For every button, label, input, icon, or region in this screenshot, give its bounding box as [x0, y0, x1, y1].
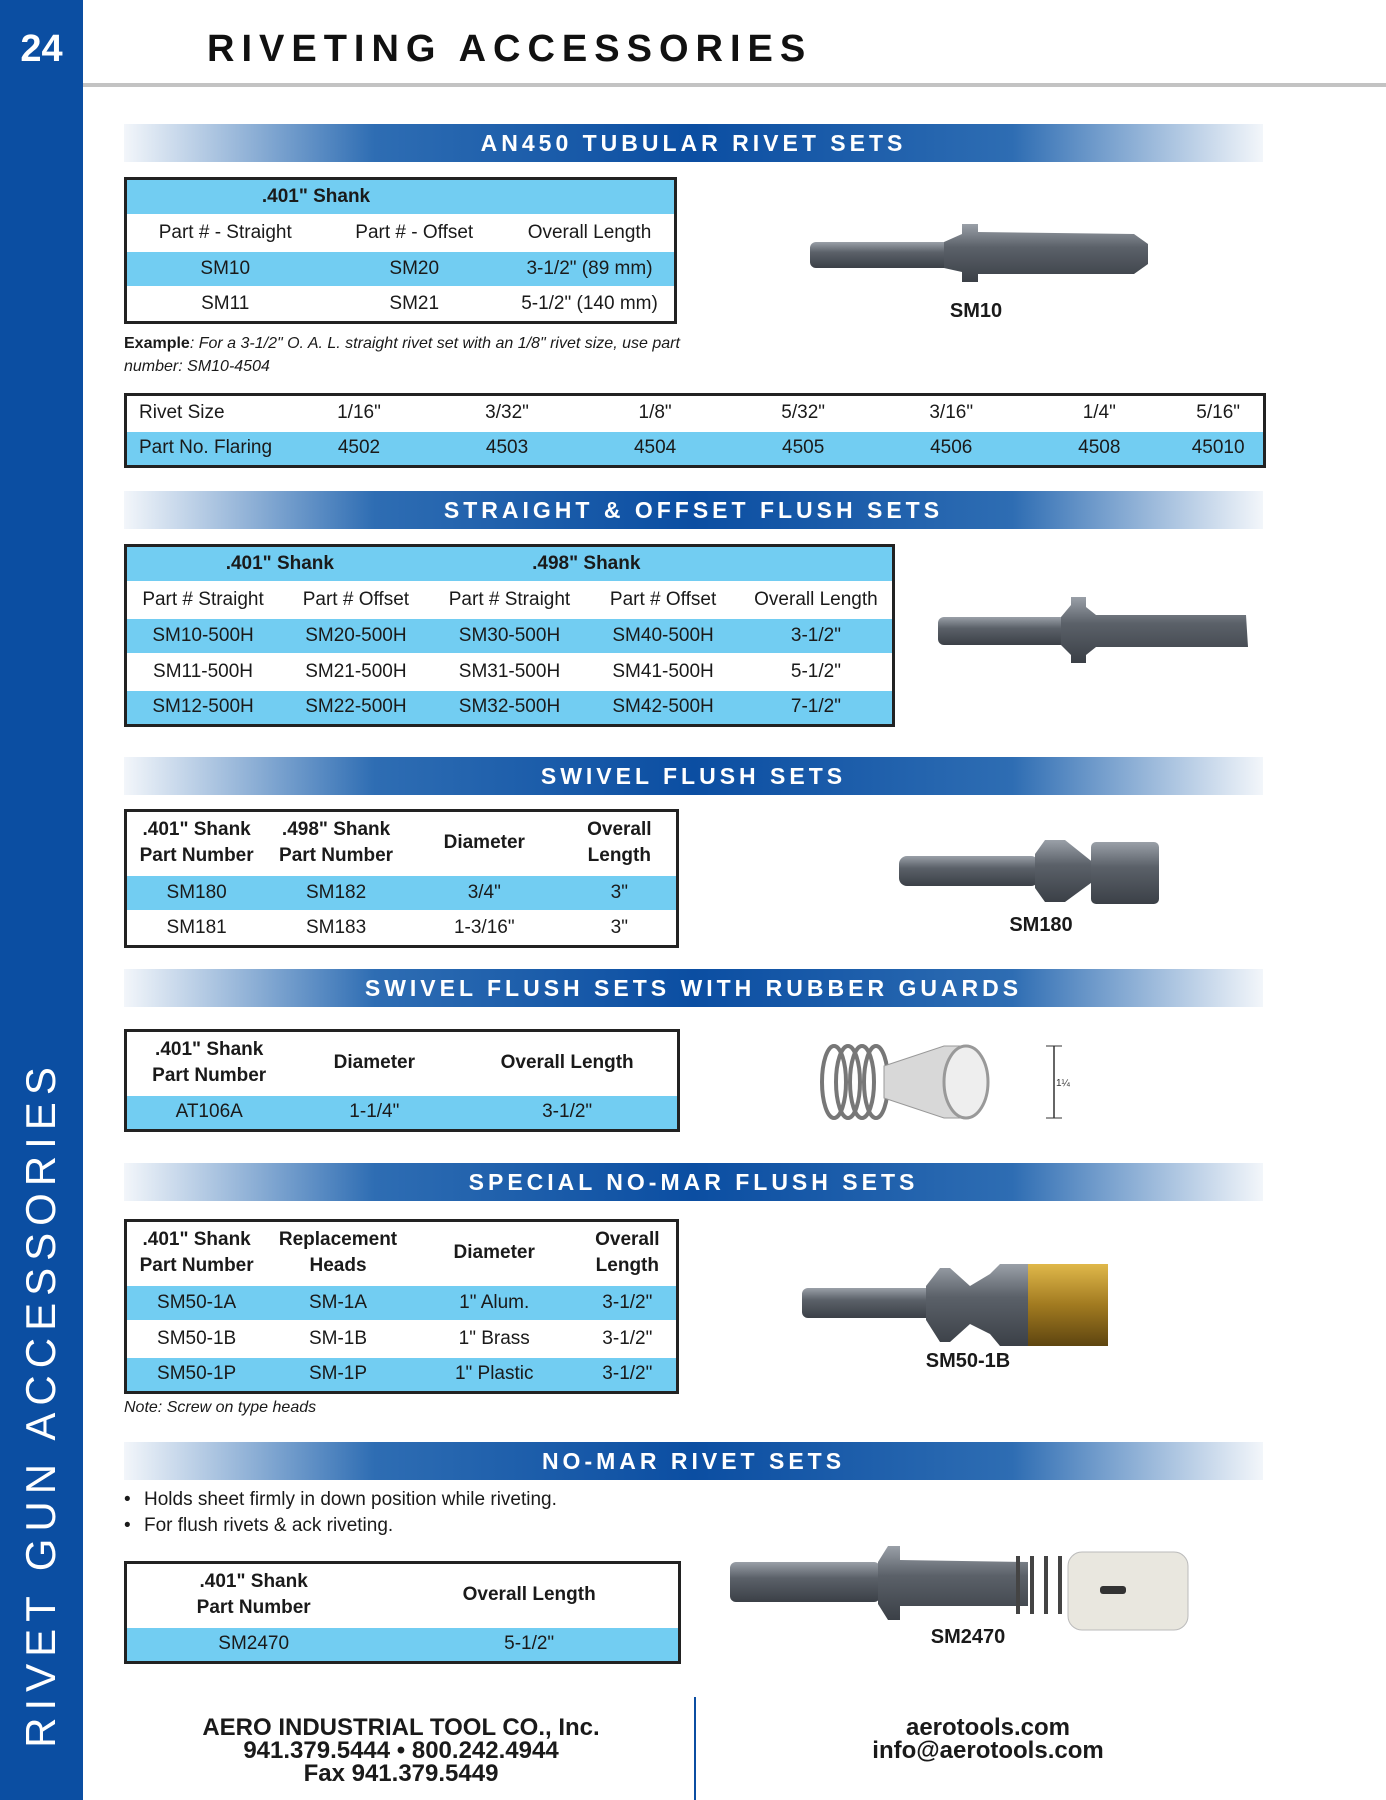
table-cell: 1/16" — [285, 395, 433, 431]
table-cell: Overall Length — [380, 1563, 679, 1627]
table-cell: Part # - Straight — [126, 215, 324, 251]
table-cell: SM12-500H — [126, 690, 280, 726]
company-name: AERO INDUSTRIAL TOOL CO., Inc. — [202, 1714, 600, 1741]
table-cell: 3-1/2" (89 mm) — [505, 251, 676, 287]
flush-set-image — [936, 597, 1250, 665]
table-cell: 3-1/2" — [457, 1095, 678, 1131]
table-cell: Overall Length — [563, 811, 678, 875]
table-header-row — [126, 179, 676, 215]
side-title: RIVET GUN ACCESSORIES — [17, 1060, 64, 1748]
table-header-row — [126, 582, 894, 618]
table-cell: 45010 — [1173, 431, 1264, 467]
table-row — [126, 1285, 678, 1321]
no-mar-flush-table — [124, 1219, 679, 1394]
table-cell: 1" Brass — [410, 1321, 579, 1357]
table-cell: SM22-500H — [279, 690, 433, 726]
section-heading-straight-offset: STRAIGHT & OFFSET FLUSH SETS — [124, 491, 1263, 529]
table-cell: Part # Straight — [433, 582, 587, 618]
section-heading-no-mar-flush: SPECIAL NO-MAR FLUSH SETS — [124, 1163, 1263, 1201]
table-cell: 5-1/2" — [380, 1627, 679, 1663]
section-heading-swivel: SWIVEL FLUSH SETS — [124, 757, 1263, 795]
dimension-text: 1¼ — [1056, 1078, 1070, 1089]
table-cell: SM20 — [324, 251, 506, 287]
table-cell: 4506 — [877, 431, 1025, 467]
example-note — [124, 332, 684, 378]
table-cell: SM2470 — [126, 1627, 381, 1663]
table-cell: 3-1/2" — [740, 618, 894, 654]
sm10-image — [804, 222, 1154, 284]
table-cell: SM183 — [266, 911, 406, 947]
table-cell: Overall Length — [740, 582, 894, 618]
table-cell: 1/8" — [581, 395, 729, 431]
section-heading-no-mar-rivet: NO-MAR RIVET SETS — [124, 1442, 1263, 1480]
note-screw-heads: Note: Screw on type heads — [124, 1399, 317, 1416]
table-cell: SM181 — [126, 911, 267, 947]
table-cell: 1-1/4" — [291, 1095, 457, 1131]
table-header-row — [126, 546, 894, 582]
table-cell: Overall Length — [457, 1031, 678, 1095]
table-row — [126, 1095, 679, 1131]
table-cell: .401" Shank Part Number — [126, 1563, 381, 1627]
feature-bullets — [124, 1487, 557, 1539]
table-cell — [505, 179, 676, 215]
table-cell: Diameter — [406, 811, 563, 875]
table-cell: Part # Offset — [586, 582, 740, 618]
table-header-row — [126, 1221, 678, 1285]
table-cell: .498" Shank Part Number — [266, 811, 406, 875]
table-cell: 3-1/2" — [579, 1285, 678, 1321]
table-row — [126, 911, 678, 947]
table-cell: 5-1/2" — [740, 654, 894, 690]
section-heading-an450: AN450 TUBULAR RIVET SETS — [124, 124, 1263, 162]
example-text: : For a 3-1/2" O. A. L. straight rivet set with an 1/8" rivet size, use part number: SM10-4504 — [124, 335, 680, 375]
phone-numbers: 941.379.5444 • 800.242.4944 — [243, 1737, 559, 1764]
swivel-guards-table — [124, 1029, 680, 1132]
title-divider — [83, 83, 1386, 87]
table-cell: SM31-500H — [433, 654, 587, 690]
table-cell: .401" Shank — [126, 546, 433, 582]
sidebar — [0, 0, 83, 1800]
table-cell: 3/16" — [877, 395, 1025, 431]
table-cell — [740, 546, 894, 582]
sm50-1b-label: SM50-1B — [925, 1350, 1011, 1372]
table-cell: 4504 — [581, 431, 729, 467]
rivet-size-table — [124, 393, 1266, 468]
table-cell: Part # Offset — [279, 582, 433, 618]
table-cell: 1-3/16" — [406, 911, 563, 947]
table-row — [126, 287, 676, 323]
footer-company-info — [202, 1716, 599, 1785]
footer-divider — [694, 1697, 696, 1800]
table-cell: 3/4" — [406, 875, 563, 911]
bullet-item: • For flush rivets & ack riveting. — [124, 1513, 557, 1539]
bullet-item: • Holds sheet firmly in down position while riveting. — [124, 1487, 557, 1513]
table-cell: Replacement Heads — [266, 1221, 410, 1285]
table-cell: Diameter — [410, 1221, 579, 1285]
table-row — [126, 654, 894, 690]
sm50-1b-image — [800, 1262, 1112, 1348]
table-cell: .498" Shank — [433, 546, 740, 582]
table-header-row — [126, 215, 676, 251]
table-cell: SM50-1A — [126, 1285, 267, 1321]
table-cell: SM50-1B — [126, 1321, 267, 1357]
table-cell: Diameter — [291, 1031, 457, 1095]
sm2470-label: SM2470 — [930, 1626, 1006, 1648]
table-cell: 3/32" — [433, 395, 581, 431]
table-row — [126, 395, 1265, 431]
table-cell: 4505 — [729, 431, 877, 467]
table-row — [126, 431, 1265, 467]
table-cell: Part # Straight — [126, 582, 280, 618]
at106a-image — [804, 1036, 1084, 1128]
table-cell: AT106A — [126, 1095, 292, 1131]
table-row — [126, 1627, 680, 1663]
table-row — [126, 1321, 678, 1357]
table-cell: 4508 — [1025, 431, 1173, 467]
table-cell: .401" Shank Part Number — [126, 1031, 292, 1095]
footer-contact — [872, 1716, 1103, 1762]
table-cell: 1" Plastic — [410, 1357, 579, 1393]
table-header-row — [126, 1031, 679, 1095]
table-cell: SM50-1P — [126, 1357, 267, 1393]
table-cell: .401" Shank Part Number — [126, 1221, 267, 1285]
table-cell: 5/32" — [729, 395, 877, 431]
table-cell: SM41-500H — [586, 654, 740, 690]
table-cell: 4503 — [433, 431, 581, 467]
table-cell: 4502 — [285, 431, 433, 467]
table-cell: SM182 — [266, 875, 406, 911]
website-link[interactable]: aerotools.com — [905, 1714, 1071, 1741]
an450-table — [124, 177, 677, 324]
table-cell: SM21-500H — [279, 654, 433, 690]
table-header-row — [126, 811, 678, 875]
table-cell: SM20-500H — [279, 618, 433, 654]
table-cell: 1/4" — [1025, 395, 1173, 431]
table-cell: 3" — [563, 911, 678, 947]
table-cell: SM-1P — [266, 1357, 410, 1393]
table-cell: SM21 — [324, 287, 506, 323]
section-heading-swivel-guards: SWIVEL FLUSH SETS WITH RUBBER GUARDS — [124, 969, 1263, 1007]
fax-number: Fax 941.379.5449 — [303, 1760, 499, 1787]
table-header-row — [126, 1563, 680, 1627]
table-cell: 5/16" — [1173, 395, 1264, 431]
table-cell: Overall Length — [579, 1221, 678, 1285]
table-cell: Part # - Offset — [324, 215, 506, 251]
table-cell: .401" Shank Part Number — [126, 811, 267, 875]
page-title: RIVETING ACCESSORIES — [207, 28, 813, 70]
table-row — [126, 251, 676, 287]
email-link[interactable]: info@aerotools.com — [872, 1737, 1104, 1764]
example-label: Example — [124, 335, 190, 352]
table-cell: Overall Length — [505, 215, 676, 251]
sm2470-image — [728, 1540, 1208, 1632]
table-cell: Part No. Flaring — [126, 431, 285, 467]
straight-offset-table — [124, 544, 895, 727]
table-row — [126, 618, 894, 654]
table-cell: SM42-500H — [586, 690, 740, 726]
sm180-image — [895, 838, 1165, 908]
table-cell: SM180 — [126, 875, 267, 911]
swivel-table — [124, 809, 679, 948]
table-cell: SM32-500H — [433, 690, 587, 726]
table-cell: SM11 — [126, 287, 324, 323]
table-cell: SM-1A — [266, 1285, 410, 1321]
sm180-label: SM180 — [1009, 914, 1073, 936]
table-cell: 3" — [563, 875, 678, 911]
table-cell: .401" Shank — [126, 179, 506, 215]
sm10-label: SM10 — [949, 300, 1003, 322]
table-row — [126, 875, 678, 911]
table-cell: SM-1B — [266, 1321, 410, 1357]
table-cell: 7-1/2" — [740, 690, 894, 726]
table-cell: 3-1/2" — [579, 1321, 678, 1357]
no-mar-rivet-table — [124, 1561, 681, 1664]
table-cell: SM10-500H — [126, 618, 280, 654]
table-cell: 3-1/2" — [579, 1357, 678, 1393]
table-row — [126, 1357, 678, 1393]
table-cell: Rivet Size — [126, 395, 285, 431]
table-cell: SM40-500H — [586, 618, 740, 654]
page-number: 24 — [20, 28, 63, 70]
table-cell: SM10 — [126, 251, 324, 287]
table-cell: 5-1/2" (140 mm) — [505, 287, 676, 323]
table-row — [126, 690, 894, 726]
table-cell: SM30-500H — [433, 618, 587, 654]
table-cell: SM11-500H — [126, 654, 280, 690]
table-cell: 1" Alum. — [410, 1285, 579, 1321]
